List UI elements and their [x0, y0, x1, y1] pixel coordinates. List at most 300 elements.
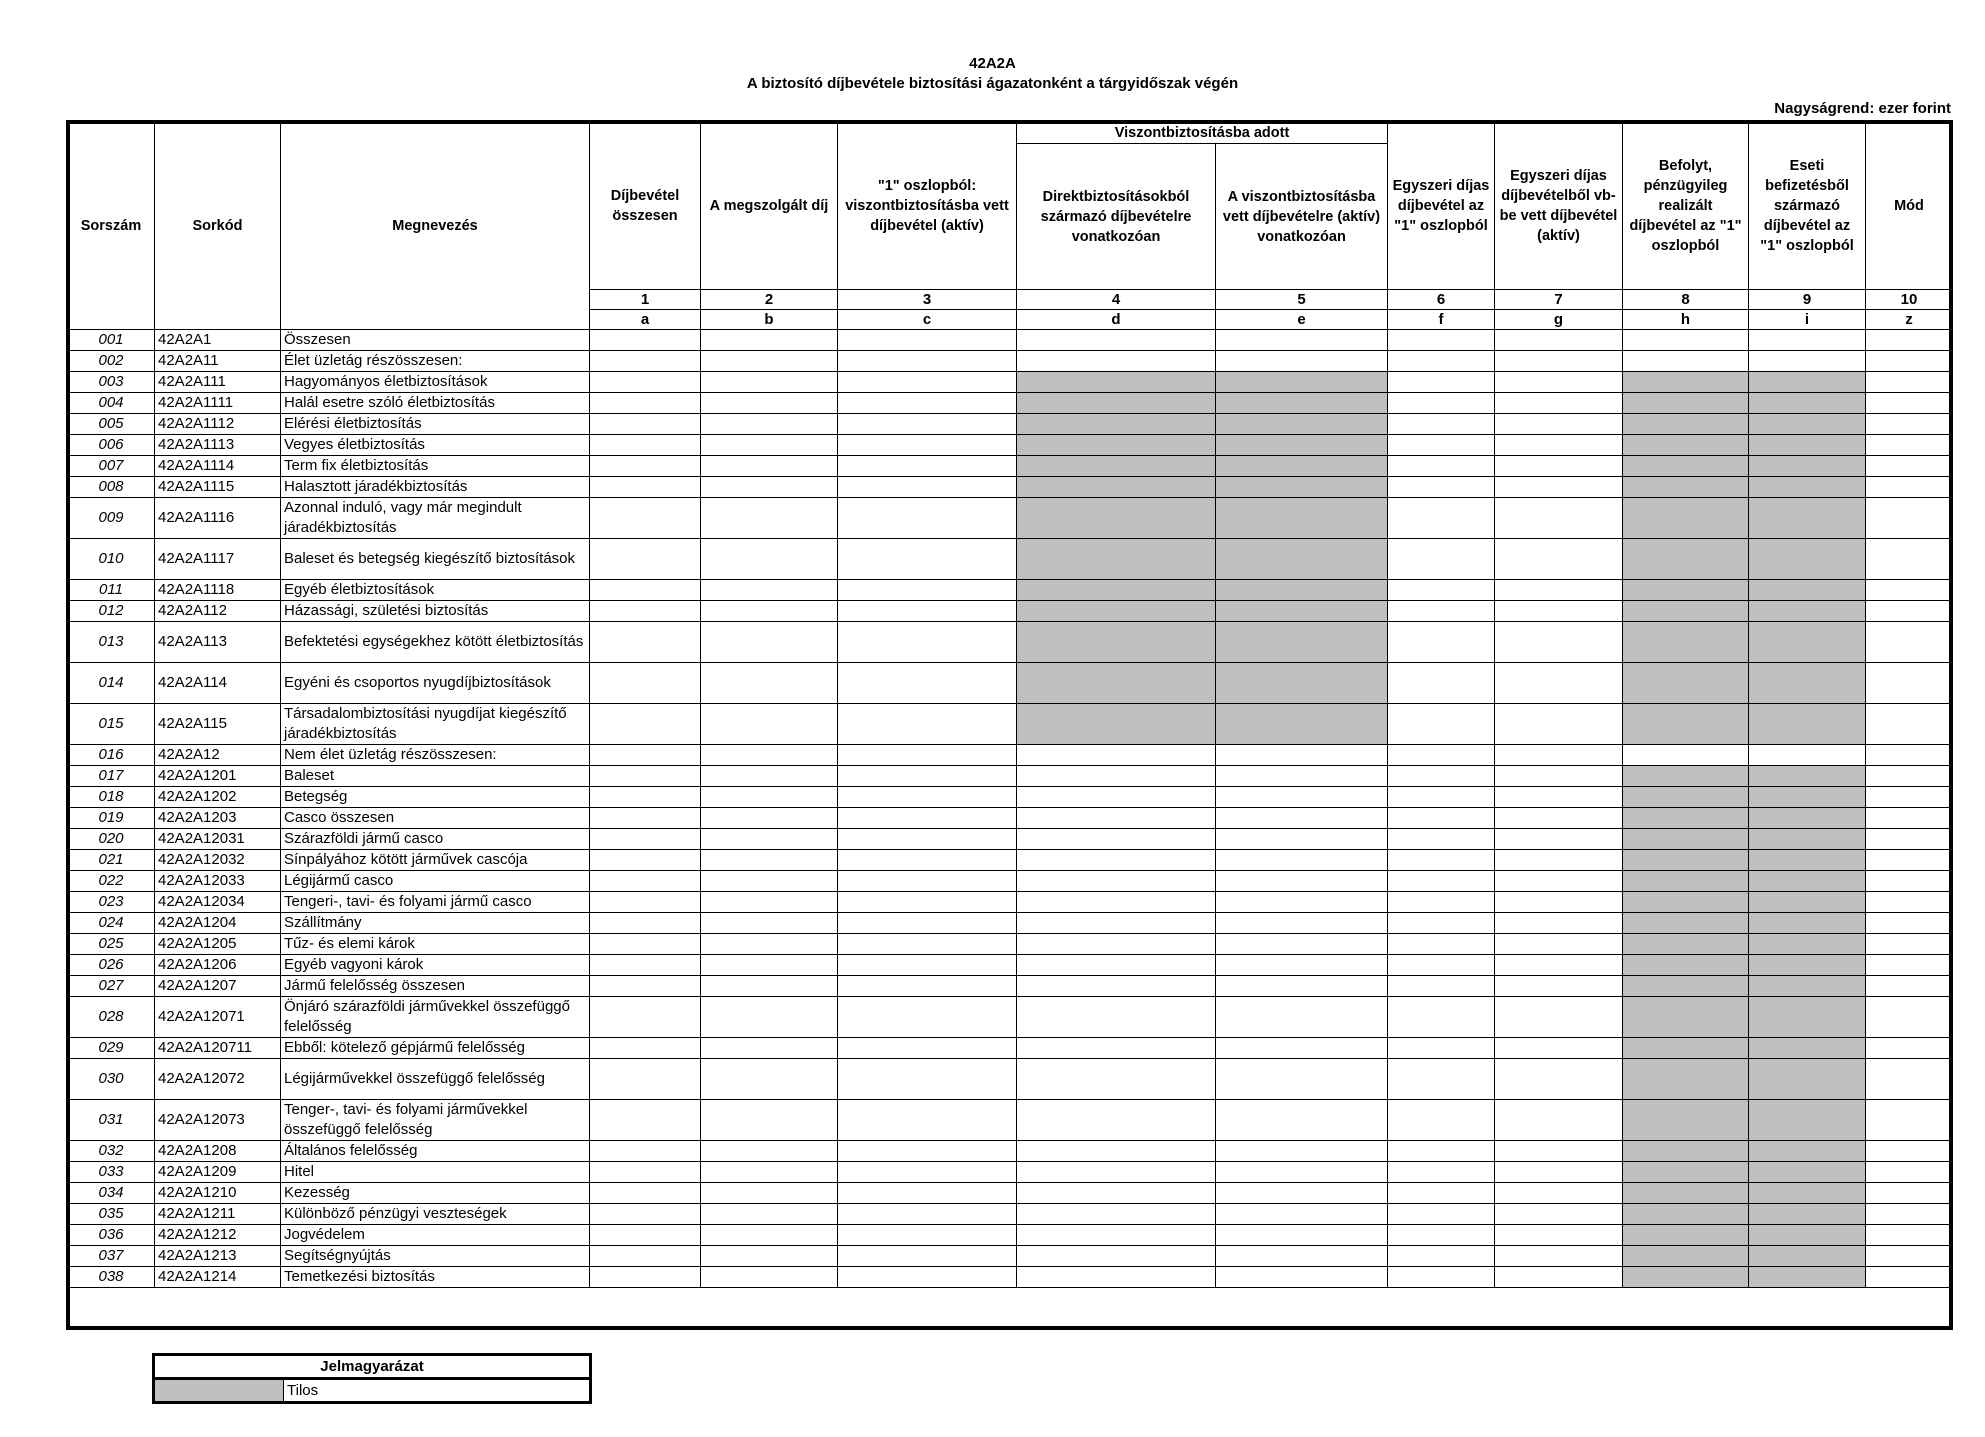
forbidden-cell[interactable] [1216, 704, 1388, 745]
input-cell[interactable] [1216, 892, 1388, 913]
input-cell[interactable] [1017, 1162, 1216, 1183]
forbidden-cell[interactable] [1623, 808, 1749, 829]
input-cell[interactable] [701, 1141, 838, 1162]
input-cell[interactable] [1866, 1225, 1953, 1246]
input-cell[interactable] [1866, 766, 1953, 787]
forbidden-cell[interactable] [1623, 1100, 1749, 1141]
input-cell[interactable] [838, 539, 1017, 580]
forbidden-cell[interactable] [1216, 414, 1388, 435]
input-cell[interactable] [1388, 330, 1495, 351]
input-cell[interactable] [1866, 1038, 1953, 1059]
input-cell[interactable] [838, 1162, 1017, 1183]
input-cell[interactable] [701, 456, 838, 477]
forbidden-cell[interactable] [1623, 372, 1749, 393]
forbidden-cell[interactable] [1623, 871, 1749, 892]
forbidden-cell[interactable] [1623, 456, 1749, 477]
forbidden-cell[interactable] [1017, 456, 1216, 477]
input-cell[interactable] [701, 498, 838, 539]
forbidden-cell[interactable] [1623, 766, 1749, 787]
forbidden-cell[interactable] [1749, 997, 1866, 1038]
input-cell[interactable] [1216, 934, 1388, 955]
input-cell[interactable] [590, 622, 701, 663]
forbidden-cell[interactable] [1749, 704, 1866, 745]
input-cell[interactable] [838, 1204, 1017, 1225]
input-cell[interactable] [1495, 1038, 1623, 1059]
forbidden-cell[interactable] [1749, 498, 1866, 539]
input-cell[interactable] [701, 745, 838, 766]
input-cell[interactable] [838, 498, 1017, 539]
input-cell[interactable] [1216, 829, 1388, 850]
input-cell[interactable] [1866, 539, 1953, 580]
forbidden-cell[interactable] [1749, 1162, 1866, 1183]
input-cell[interactable] [1866, 1204, 1953, 1225]
input-cell[interactable] [590, 1225, 701, 1246]
input-cell[interactable] [1388, 372, 1495, 393]
input-cell[interactable] [590, 601, 701, 622]
forbidden-cell[interactable] [1749, 934, 1866, 955]
input-cell[interactable] [1017, 892, 1216, 913]
input-cell[interactable] [701, 601, 838, 622]
input-cell[interactable] [1216, 787, 1388, 808]
input-cell[interactable] [838, 414, 1017, 435]
input-cell[interactable] [1388, 745, 1495, 766]
forbidden-cell[interactable] [1623, 892, 1749, 913]
input-cell[interactable] [1495, 1162, 1623, 1183]
input-cell[interactable] [1216, 766, 1388, 787]
input-cell[interactable] [1495, 372, 1623, 393]
forbidden-cell[interactable] [1749, 539, 1866, 580]
input-cell[interactable] [838, 663, 1017, 704]
input-cell[interactable] [1495, 976, 1623, 997]
input-cell[interactable] [1866, 829, 1953, 850]
input-cell[interactable] [1388, 808, 1495, 829]
forbidden-cell[interactable] [1749, 435, 1866, 456]
forbidden-cell[interactable] [1017, 414, 1216, 435]
input-cell[interactable] [1866, 580, 1953, 601]
input-cell[interactable] [1017, 1141, 1216, 1162]
forbidden-cell[interactable] [1017, 580, 1216, 601]
input-cell[interactable] [590, 829, 701, 850]
forbidden-cell[interactable] [1216, 435, 1388, 456]
input-cell[interactable] [1495, 393, 1623, 414]
forbidden-cell[interactable] [1216, 601, 1388, 622]
input-cell[interactable] [1388, 766, 1495, 787]
forbidden-cell[interactable] [1623, 414, 1749, 435]
forbidden-cell[interactable] [1216, 372, 1388, 393]
input-cell[interactable] [1216, 351, 1388, 372]
input-cell[interactable] [590, 934, 701, 955]
input-cell[interactable] [701, 1204, 838, 1225]
forbidden-cell[interactable] [1623, 997, 1749, 1038]
input-cell[interactable] [1495, 829, 1623, 850]
input-cell[interactable] [1866, 934, 1953, 955]
input-cell[interactable] [1017, 1204, 1216, 1225]
input-cell[interactable] [590, 997, 701, 1038]
input-cell[interactable] [1388, 393, 1495, 414]
input-cell[interactable] [838, 456, 1017, 477]
forbidden-cell[interactable] [1749, 766, 1866, 787]
input-cell[interactable] [1495, 580, 1623, 601]
input-cell[interactable] [838, 745, 1017, 766]
forbidden-cell[interactable] [1017, 663, 1216, 704]
forbidden-cell[interactable] [1623, 393, 1749, 414]
forbidden-cell[interactable] [1749, 892, 1866, 913]
forbidden-cell[interactable] [1216, 539, 1388, 580]
input-cell[interactable] [701, 997, 838, 1038]
input-cell[interactable] [1388, 850, 1495, 871]
forbidden-cell[interactable] [1749, 622, 1866, 663]
input-cell[interactable] [1866, 850, 1953, 871]
forbidden-cell[interactable] [1623, 435, 1749, 456]
input-cell[interactable] [590, 976, 701, 997]
forbidden-cell[interactable] [1749, 580, 1866, 601]
forbidden-cell[interactable] [1749, 1183, 1866, 1204]
forbidden-cell[interactable] [1623, 913, 1749, 934]
forbidden-cell[interactable] [1623, 1204, 1749, 1225]
input-cell[interactable] [838, 913, 1017, 934]
input-cell[interactable] [838, 892, 1017, 913]
input-cell[interactable] [701, 622, 838, 663]
input-cell[interactable] [1017, 913, 1216, 934]
input-cell[interactable] [1216, 1267, 1388, 1288]
input-cell[interactable] [1866, 892, 1953, 913]
input-cell[interactable] [701, 477, 838, 498]
input-cell[interactable] [1388, 976, 1495, 997]
input-cell[interactable] [1216, 1204, 1388, 1225]
forbidden-cell[interactable] [1216, 622, 1388, 663]
input-cell[interactable] [1388, 601, 1495, 622]
forbidden-cell[interactable] [1623, 539, 1749, 580]
input-cell[interactable] [1749, 330, 1866, 351]
input-cell[interactable] [1495, 330, 1623, 351]
input-cell[interactable] [1017, 976, 1216, 997]
forbidden-cell[interactable] [1749, 808, 1866, 829]
input-cell[interactable] [1866, 414, 1953, 435]
input-cell[interactable] [701, 871, 838, 892]
input-cell[interactable] [1017, 871, 1216, 892]
forbidden-cell[interactable] [1623, 704, 1749, 745]
input-cell[interactable] [1495, 704, 1623, 745]
input-cell[interactable] [1216, 1225, 1388, 1246]
input-cell[interactable] [701, 435, 838, 456]
input-cell[interactable] [1866, 601, 1953, 622]
input-cell[interactable] [1388, 435, 1495, 456]
input-cell[interactable] [1495, 934, 1623, 955]
input-cell[interactable] [1017, 934, 1216, 955]
input-cell[interactable] [590, 913, 701, 934]
input-cell[interactable] [838, 871, 1017, 892]
input-cell[interactable] [1216, 997, 1388, 1038]
forbidden-cell[interactable] [1017, 539, 1216, 580]
input-cell[interactable] [590, 1267, 701, 1288]
input-cell[interactable] [1388, 1059, 1495, 1100]
input-cell[interactable] [1495, 1059, 1623, 1100]
input-cell[interactable] [590, 871, 701, 892]
forbidden-cell[interactable] [1216, 477, 1388, 498]
input-cell[interactable] [1866, 435, 1953, 456]
input-cell[interactable] [1388, 663, 1495, 704]
forbidden-cell[interactable] [1216, 393, 1388, 414]
input-cell[interactable] [838, 622, 1017, 663]
input-cell[interactable] [590, 766, 701, 787]
input-cell[interactable] [838, 435, 1017, 456]
input-cell[interactable] [1017, 955, 1216, 976]
input-cell[interactable] [1388, 1100, 1495, 1141]
forbidden-cell[interactable] [1623, 1059, 1749, 1100]
forbidden-cell[interactable] [1017, 498, 1216, 539]
input-cell[interactable] [1216, 871, 1388, 892]
input-cell[interactable] [1866, 1059, 1953, 1100]
input-cell[interactable] [590, 1204, 701, 1225]
input-cell[interactable] [590, 351, 701, 372]
input-cell[interactable] [1495, 1225, 1623, 1246]
input-cell[interactable] [701, 934, 838, 955]
input-cell[interactable] [1216, 850, 1388, 871]
input-cell[interactable] [838, 393, 1017, 414]
input-cell[interactable] [838, 704, 1017, 745]
forbidden-cell[interactable] [1623, 850, 1749, 871]
forbidden-cell[interactable] [1623, 1225, 1749, 1246]
forbidden-cell[interactable] [1749, 976, 1866, 997]
input-cell[interactable] [701, 393, 838, 414]
input-cell[interactable] [701, 850, 838, 871]
input-cell[interactable] [1388, 934, 1495, 955]
input-cell[interactable] [1866, 787, 1953, 808]
input-cell[interactable] [701, 1246, 838, 1267]
input-cell[interactable] [1388, 704, 1495, 745]
input-cell[interactable] [1216, 1038, 1388, 1059]
input-cell[interactable] [838, 601, 1017, 622]
input-cell[interactable] [1866, 622, 1953, 663]
input-cell[interactable] [701, 892, 838, 913]
input-cell[interactable] [1216, 1246, 1388, 1267]
forbidden-cell[interactable] [1216, 663, 1388, 704]
input-cell[interactable] [1017, 997, 1216, 1038]
input-cell[interactable] [1216, 1183, 1388, 1204]
input-cell[interactable] [590, 1183, 701, 1204]
input-cell[interactable] [1749, 351, 1866, 372]
input-cell[interactable] [701, 787, 838, 808]
input-cell[interactable] [1388, 1267, 1495, 1288]
input-cell[interactable] [1495, 808, 1623, 829]
forbidden-cell[interactable] [1749, 1059, 1866, 1100]
input-cell[interactable] [590, 850, 701, 871]
input-cell[interactable] [1388, 1246, 1495, 1267]
forbidden-cell[interactable] [1623, 829, 1749, 850]
input-cell[interactable] [1866, 663, 1953, 704]
input-cell[interactable] [1495, 871, 1623, 892]
input-cell[interactable] [1495, 1100, 1623, 1141]
input-cell[interactable] [1866, 498, 1953, 539]
input-cell[interactable] [1017, 1246, 1216, 1267]
input-cell[interactable] [1017, 808, 1216, 829]
input-cell[interactable] [1216, 1100, 1388, 1141]
forbidden-cell[interactable] [1216, 456, 1388, 477]
input-cell[interactable] [701, 351, 838, 372]
input-cell[interactable] [838, 787, 1017, 808]
input-cell[interactable] [1017, 850, 1216, 871]
input-cell[interactable] [1388, 477, 1495, 498]
input-cell[interactable] [1866, 871, 1953, 892]
input-cell[interactable] [1017, 1100, 1216, 1141]
input-cell[interactable] [1388, 414, 1495, 435]
input-cell[interactable] [1495, 539, 1623, 580]
input-cell[interactable] [1495, 955, 1623, 976]
input-cell[interactable] [590, 955, 701, 976]
forbidden-cell[interactable] [1623, 580, 1749, 601]
input-cell[interactable] [1216, 1162, 1388, 1183]
input-cell[interactable] [1866, 456, 1953, 477]
input-cell[interactable] [1388, 1183, 1495, 1204]
input-cell[interactable] [1017, 351, 1216, 372]
input-cell[interactable] [1495, 456, 1623, 477]
input-cell[interactable] [1216, 330, 1388, 351]
input-cell[interactable] [1866, 1141, 1953, 1162]
forbidden-cell[interactable] [1623, 498, 1749, 539]
input-cell[interactable] [1017, 1225, 1216, 1246]
input-cell[interactable] [1866, 976, 1953, 997]
input-cell[interactable] [838, 1267, 1017, 1288]
forbidden-cell[interactable] [1623, 1246, 1749, 1267]
input-cell[interactable] [838, 1038, 1017, 1059]
input-cell[interactable] [1866, 808, 1953, 829]
forbidden-cell[interactable] [1749, 1246, 1866, 1267]
input-cell[interactable] [590, 330, 701, 351]
input-cell[interactable] [1216, 955, 1388, 976]
input-cell[interactable] [590, 414, 701, 435]
forbidden-cell[interactable] [1749, 477, 1866, 498]
input-cell[interactable] [590, 435, 701, 456]
input-cell[interactable] [1495, 435, 1623, 456]
input-cell[interactable] [1866, 997, 1953, 1038]
input-cell[interactable] [1866, 704, 1953, 745]
input-cell[interactable] [590, 808, 701, 829]
input-cell[interactable] [1388, 913, 1495, 934]
input-cell[interactable] [701, 539, 838, 580]
input-cell[interactable] [701, 1267, 838, 1288]
forbidden-cell[interactable] [1623, 663, 1749, 704]
input-cell[interactable] [838, 330, 1017, 351]
input-cell[interactable] [838, 372, 1017, 393]
input-cell[interactable] [1495, 351, 1623, 372]
input-cell[interactable] [590, 1141, 701, 1162]
input-cell[interactable] [1866, 745, 1953, 766]
input-cell[interactable] [1495, 498, 1623, 539]
input-cell[interactable] [590, 393, 701, 414]
forbidden-cell[interactable] [1623, 787, 1749, 808]
input-cell[interactable] [838, 829, 1017, 850]
forbidden-cell[interactable] [1017, 601, 1216, 622]
forbidden-cell[interactable] [1749, 787, 1866, 808]
input-cell[interactable] [590, 1246, 701, 1267]
forbidden-cell[interactable] [1749, 372, 1866, 393]
input-cell[interactable] [1388, 539, 1495, 580]
input-cell[interactable] [1495, 414, 1623, 435]
input-cell[interactable] [701, 704, 838, 745]
input-cell[interactable] [590, 704, 701, 745]
forbidden-cell[interactable] [1749, 1141, 1866, 1162]
input-cell[interactable] [838, 1225, 1017, 1246]
input-cell[interactable] [838, 1246, 1017, 1267]
input-cell[interactable] [701, 829, 838, 850]
input-cell[interactable] [838, 1100, 1017, 1141]
forbidden-cell[interactable] [1623, 934, 1749, 955]
input-cell[interactable] [838, 580, 1017, 601]
input-cell[interactable] [1216, 1141, 1388, 1162]
input-cell[interactable] [1017, 1038, 1216, 1059]
input-cell[interactable] [838, 1059, 1017, 1100]
input-cell[interactable] [1388, 1162, 1495, 1183]
input-cell[interactable] [590, 580, 701, 601]
forbidden-cell[interactable] [1623, 622, 1749, 663]
input-cell[interactable] [838, 1141, 1017, 1162]
input-cell[interactable] [590, 892, 701, 913]
forbidden-cell[interactable] [1623, 601, 1749, 622]
input-cell[interactable] [1388, 1141, 1495, 1162]
input-cell[interactable] [701, 913, 838, 934]
input-cell[interactable] [701, 580, 838, 601]
input-cell[interactable] [1017, 766, 1216, 787]
input-cell[interactable] [590, 477, 701, 498]
input-cell[interactable] [1866, 913, 1953, 934]
forbidden-cell[interactable] [1623, 1162, 1749, 1183]
input-cell[interactable] [1017, 1183, 1216, 1204]
forbidden-cell[interactable] [1623, 1038, 1749, 1059]
forbidden-cell[interactable] [1749, 829, 1866, 850]
input-cell[interactable] [701, 1038, 838, 1059]
input-cell[interactable] [1017, 1059, 1216, 1100]
input-cell[interactable] [838, 351, 1017, 372]
input-cell[interactable] [1495, 745, 1623, 766]
input-cell[interactable] [838, 976, 1017, 997]
input-cell[interactable] [590, 1100, 701, 1141]
input-cell[interactable] [590, 456, 701, 477]
input-cell[interactable] [1495, 997, 1623, 1038]
input-cell[interactable] [838, 997, 1017, 1038]
input-cell[interactable] [1495, 913, 1623, 934]
input-cell[interactable] [1388, 456, 1495, 477]
forbidden-cell[interactable] [1749, 414, 1866, 435]
forbidden-cell[interactable] [1017, 704, 1216, 745]
input-cell[interactable] [1495, 850, 1623, 871]
input-cell[interactable] [590, 1059, 701, 1100]
input-cell[interactable] [1495, 1141, 1623, 1162]
forbidden-cell[interactable] [1216, 580, 1388, 601]
forbidden-cell[interactable] [1623, 1141, 1749, 1162]
forbidden-cell[interactable] [1017, 622, 1216, 663]
forbidden-cell[interactable] [1749, 1038, 1866, 1059]
input-cell[interactable] [1388, 1225, 1495, 1246]
input-cell[interactable] [1623, 330, 1749, 351]
forbidden-cell[interactable] [1749, 1225, 1866, 1246]
input-cell[interactable] [1017, 330, 1216, 351]
input-cell[interactable] [1623, 351, 1749, 372]
input-cell[interactable] [1495, 1267, 1623, 1288]
input-cell[interactable] [701, 766, 838, 787]
input-cell[interactable] [1866, 1162, 1953, 1183]
input-cell[interactable] [1388, 1204, 1495, 1225]
input-cell[interactable] [590, 787, 701, 808]
input-cell[interactable] [590, 372, 701, 393]
input-cell[interactable] [1388, 829, 1495, 850]
forbidden-cell[interactable] [1017, 393, 1216, 414]
forbidden-cell[interactable] [1623, 955, 1749, 976]
input-cell[interactable] [1495, 1183, 1623, 1204]
input-cell[interactable] [1495, 622, 1623, 663]
input-cell[interactable] [1388, 871, 1495, 892]
forbidden-cell[interactable] [1749, 663, 1866, 704]
input-cell[interactable] [701, 1162, 838, 1183]
